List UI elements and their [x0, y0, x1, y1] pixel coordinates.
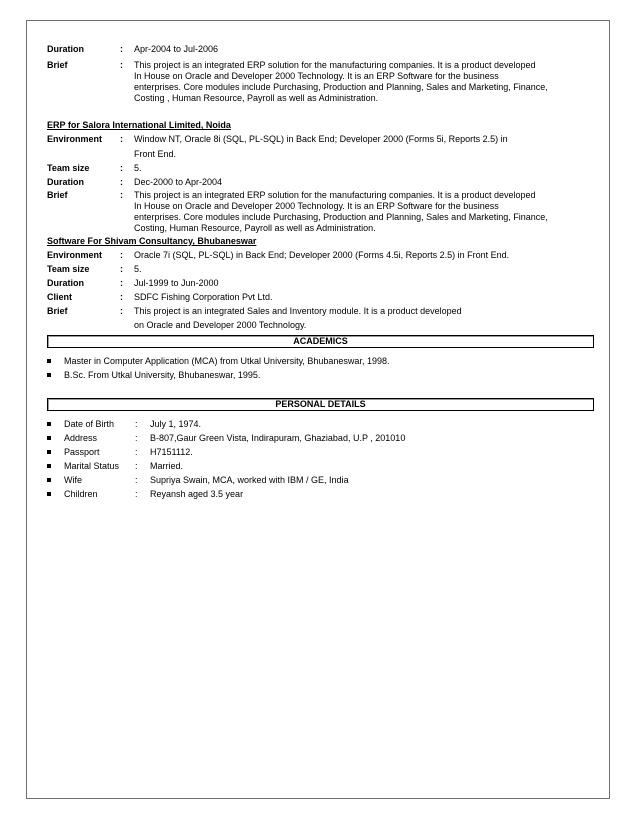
environment-value: Oracle 7i (SQL, PL-SQL) in Back End; Developer 2000 (Forms 4.5i, Reports 2.5) in Front End. [134, 250, 510, 260]
colon: : [120, 163, 123, 173]
colon: : [120, 177, 123, 187]
team-size-value: 5. [134, 163, 142, 173]
colon: : [120, 44, 123, 54]
personal-value: July 1, 1974. [150, 419, 202, 429]
brief-line: In House on Oracle and Developer 2000 Technology. It is an ERP Software for the business [134, 71, 499, 81]
personal-label: Date of Birth [64, 419, 115, 429]
bullet-icon [47, 436, 51, 440]
colon: : [135, 475, 138, 485]
bullet-icon [47, 422, 51, 426]
brief-line: enterprises. Core modules include Purchasing, Production and Planning, Sales and Marketing, Finance, [134, 82, 548, 92]
colon: : [135, 461, 138, 471]
colon: : [120, 60, 123, 70]
project2-title: ERP for Salora International Limited, Noida [47, 120, 231, 130]
bullet-icon [47, 464, 51, 468]
brief-label: Brief [47, 60, 68, 70]
bullet-icon [47, 478, 51, 482]
brief-line: enterprises. Core modules include Purchasing, Production and Planning, Sales and Marketing, Finance, [134, 212, 548, 222]
brief-label: Brief [47, 190, 68, 200]
colon: : [135, 489, 138, 499]
environment-value-cont: Front End. [134, 149, 177, 159]
personal-value: H7151112. [150, 447, 193, 457]
environment-label: Environment [47, 250, 103, 260]
bullet-icon [47, 373, 51, 377]
personal-heading: PERSONAL DETAILS [275, 399, 366, 409]
team-size-value: 5. [134, 264, 142, 274]
team-size-label: Team size [47, 163, 90, 173]
brief-line: This project is an integrated Sales and Inventory module. It is a product developed [134, 306, 462, 316]
personal-label: Children [64, 489, 98, 499]
academics-item-text: Master in Computer Application (MCA) from Utkal University, Bhubaneswar, 1998. [64, 356, 390, 366]
personal-value: B-807,Gaur Green Vista, Indirapuram, Ghaziabad, U.P , 201010 [150, 433, 406, 443]
colon: : [135, 419, 138, 429]
duration-label: Duration [47, 177, 84, 187]
duration-value: Dec-2000 to Apr-2004 [134, 177, 223, 187]
colon: : [120, 278, 123, 288]
duration-value: Jul-1999 to Jun-2000 [134, 278, 219, 288]
personal-label: Marital Status [64, 461, 120, 471]
colon: : [120, 306, 123, 316]
colon: : [120, 264, 123, 274]
client-label: Client [47, 292, 73, 302]
personal-heading-bar [47, 398, 594, 411]
brief-label: Brief [47, 306, 68, 316]
academics-heading-bar [47, 335, 594, 348]
personal-value: Reyansh aged 3.5 year [150, 489, 244, 499]
duration-value: Apr-2004 to Jul-2006 [134, 44, 219, 54]
colon: : [120, 292, 123, 302]
project2-brief-text [134, 190, 594, 234]
colon: : [120, 134, 123, 144]
academics-heading: ACADEMICS [293, 336, 348, 346]
colon: : [135, 447, 138, 457]
brief-line: Costing, Human Resource, Payroll as well as Administration. [134, 223, 376, 233]
personal-value: Supriya Swain, MCA, worked with IBM / GE, India [150, 475, 349, 485]
duration-label: Duration [47, 278, 84, 288]
duration-label: Duration [47, 44, 84, 54]
bullet-icon [47, 492, 51, 496]
bullet-icon [47, 359, 51, 363]
brief-line: In House on Oracle and Developer 2000 Technology. It is an ERP Software for the business [134, 201, 499, 211]
project1-brief-text [134, 60, 594, 104]
environment-value: Window NT, Oracle 8i (SQL, PL-SQL) in Back End; Developer 2000 (Forms 5i, Reports 2.5) in [134, 134, 508, 144]
personal-label: Address [64, 433, 98, 443]
personal-label: Wife [64, 475, 82, 485]
personal-label: Passport [64, 447, 100, 457]
colon: : [120, 190, 123, 200]
environment-label: Environment [47, 134, 103, 144]
bullet-icon [47, 450, 51, 454]
colon: : [135, 433, 138, 443]
brief-line: on Oracle and Developer 2000 Technology. [134, 320, 307, 330]
client-value: SDFC Fishing Corporation Pvt Ltd. [134, 292, 273, 302]
team-size-label: Team size [47, 264, 90, 274]
brief-line: This project is an integrated ERP solution for the manufacturing companies. It is a product developed [134, 60, 536, 70]
colon: : [120, 250, 123, 260]
project3-title: Software For Shivam Consultancy, Bhubaneswar [47, 236, 257, 246]
academics-item-text: B.Sc. From Utkal University, Bhubaneswar, 1995. [64, 370, 261, 380]
personal-value: Married. [150, 461, 184, 471]
brief-line: This project is an integrated ERP solution for the manufacturing companies. It is a product developed [134, 190, 536, 200]
brief-line: Costing , Human Resource, Payroll as well as Administration. [134, 93, 379, 103]
